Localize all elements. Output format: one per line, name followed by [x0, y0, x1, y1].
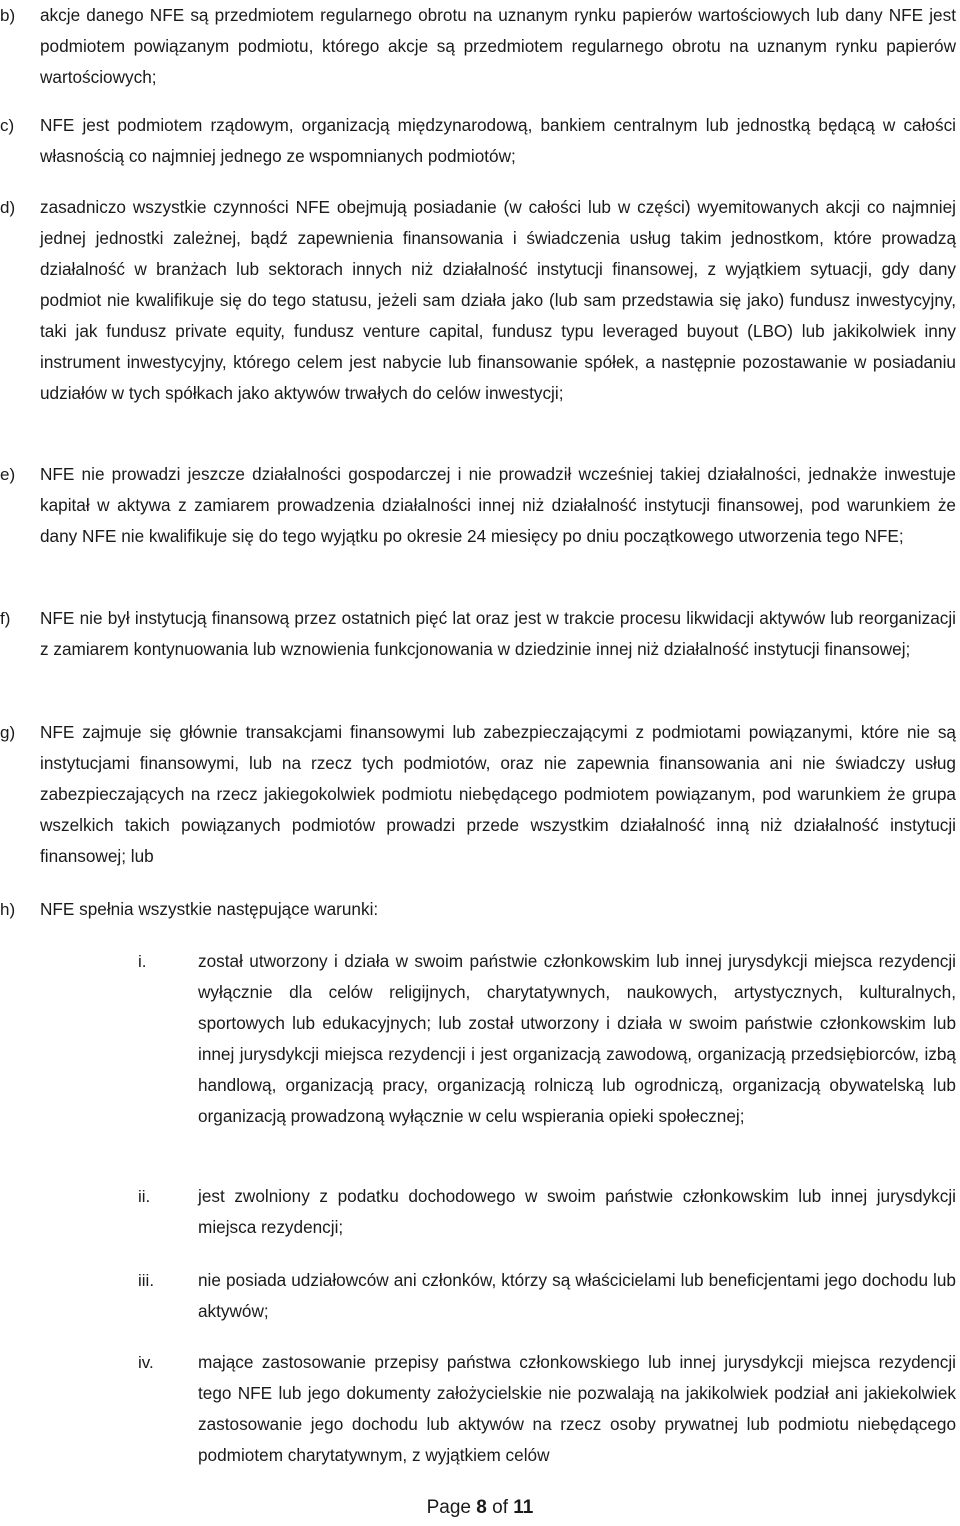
list-item-label: h) [0, 900, 16, 919]
list-item-label: g) [0, 723, 16, 742]
list-item-text: NFE nie był instytucją finansową przez ostatnich pięć lat oraz jest w trakcie procesu likwidacji aktywów lub reorganizacji z zamiarem kontynuowania lub wznowienia funkcjonowania w dziedzinie innej niż działalność instytucji finansowej; [40, 608, 956, 659]
list-item-label: e) [0, 465, 16, 484]
sublist-item-label: i. [138, 952, 147, 971]
page-footer [0, 1496, 960, 1520]
list-item-label: f) [0, 609, 11, 628]
page-label: Page [426, 1497, 471, 1518]
list-item-label: c) [0, 116, 15, 135]
sublist-item-label: iii. [138, 1271, 155, 1290]
sublist-item-text: nie posiada udziałowców ani członków, którzy są właścicielami lub beneficjentami jego dochodu lub aktywów; [198, 1270, 956, 1321]
sublist-item-label: iv. [138, 1353, 154, 1372]
list-item-text: NFE nie prowadzi jeszcze działalności gospodarczej i nie prowadził wcześniej takiej działalności, jednakże inwestuje kapitał w aktywa z zamiarem prowadzenia działalności innej niż działalność instytucji finansowej, pod warunkiem że dany NFE nie kwalifikuje się do tego wyjątku po okresie 24 miesięcy po dniu początkowego utworzenia tego NFE; [40, 464, 956, 546]
list-item-text: NFE spełnia wszystkie następujące warunki: [40, 899, 379, 919]
current-page-number: 8 [476, 1497, 487, 1518]
list-item-text: NFE zajmuje się głównie transakcjami finansowymi lub zabezpieczającymi z podmiotami powiązanymi, które nie są instytucjami finansowymi, lub na rzecz tych podmiotów, oraz nie zapewnia finansowania ani nie świadczy usług zabezpieczających na rzecz jakiegokolwiek podmiotu niebędącego podmiotem powiązanym, pod warunkiem że grupa wszelkich takich powiązanych podmiotów prowadzi przede wszystkim działalność inną niż działalność instytucji finansowej; lub [40, 722, 956, 866]
page-of-label: of [492, 1497, 508, 1518]
list-item-text: zasadniczo wszystkie czynności NFE obejmują posiadanie (w całości lub w części) wyemitowanych akcji co najmniej jednej jednostki zależnej, bądź zapewnienia finansowania i świadczenia usług takim jednostkom, które prowadzą działalność w branżach lub sektorach innych niż działalność instytucji finansowej, z wyjątkiem sytuacji, gdy dany podmiot nie kwalifikuje się do tego statusu, jeżeli sam działa jako (lub sam przedstawia się jako) fundusz inwestycyjny, taki jak fundusz private equity, fundusz venture capital, fundusz typu leveraged buyout (LBO) lub jakikolwiek inny instrument inwestycyjny, którego celem jest nabycie lub finansowanie spółek, a następnie pozostawanie w posiadaniu udziałów w tych spółkach jako aktywów trwałych do celów inwestycji; [40, 197, 956, 403]
list-item-text: NFE jest podmiotem rządowym, organizacją międzynarodową, bankiem centralnym lub jednostką będącą w całości własnością co najmniej jednego ze wspomnianych podmiotów; [40, 115, 956, 166]
sublist-item-text: mające zastosowanie przepisy państwa członkowskiego lub innej jurysdykcji miejsca rezydencji tego NFE lub jego dokumenty założycielskie nie pozwalają na jakikolwiek podział ani jakiekolwiek zastosowanie jego dochodu lub aktywów na rzecz osoby prywatnej lub podmiotu niebędącego podmiotem charytatywnym, z wyjątkiem celów [198, 1352, 956, 1465]
list-item-text: akcje danego NFE są przedmiotem regularnego obrotu na uznanym rynku papierów wartościowych lub dany NFE jest podmiotem powiązanym podmiotu, którego akcje są przedmiotem regularnego obrotu na uznanym rynku papierów wartościowych; [40, 5, 956, 87]
list-item-label: b) [0, 6, 16, 25]
list-item-label: d) [0, 198, 16, 217]
sublist-item-label: ii. [138, 1187, 151, 1206]
sublist-item-text: jest zwolniony z podatku dochodowego w swoim państwie członkowskim lub innej jurysdykcji miejsca rezydencji; [198, 1186, 956, 1237]
sublist-item-text: został utworzony i działa w swoim państwie członkowskim lub innej jurysdykcji miejsca rezydencji wyłącznie dla celów religijnych, charytatywnych, naukowych, artystycznych, kulturalnych, sportowych lub edukacyjnych; lub został utworzony i działa w swoim państwie członkowskim lub innej jurysdykcji miejsca rezydencji i jest organizacją zawodową, organizacją przedsiębiorców, izbą handlową, organizacją pracy, organizacją rolniczą lub ogrodniczą, organizacją obywatelską lub organizacją prowadzoną wyłącznie w celu wspierania opieki społecznej; [198, 951, 956, 1126]
total-page-count: 11 [513, 1497, 534, 1518]
